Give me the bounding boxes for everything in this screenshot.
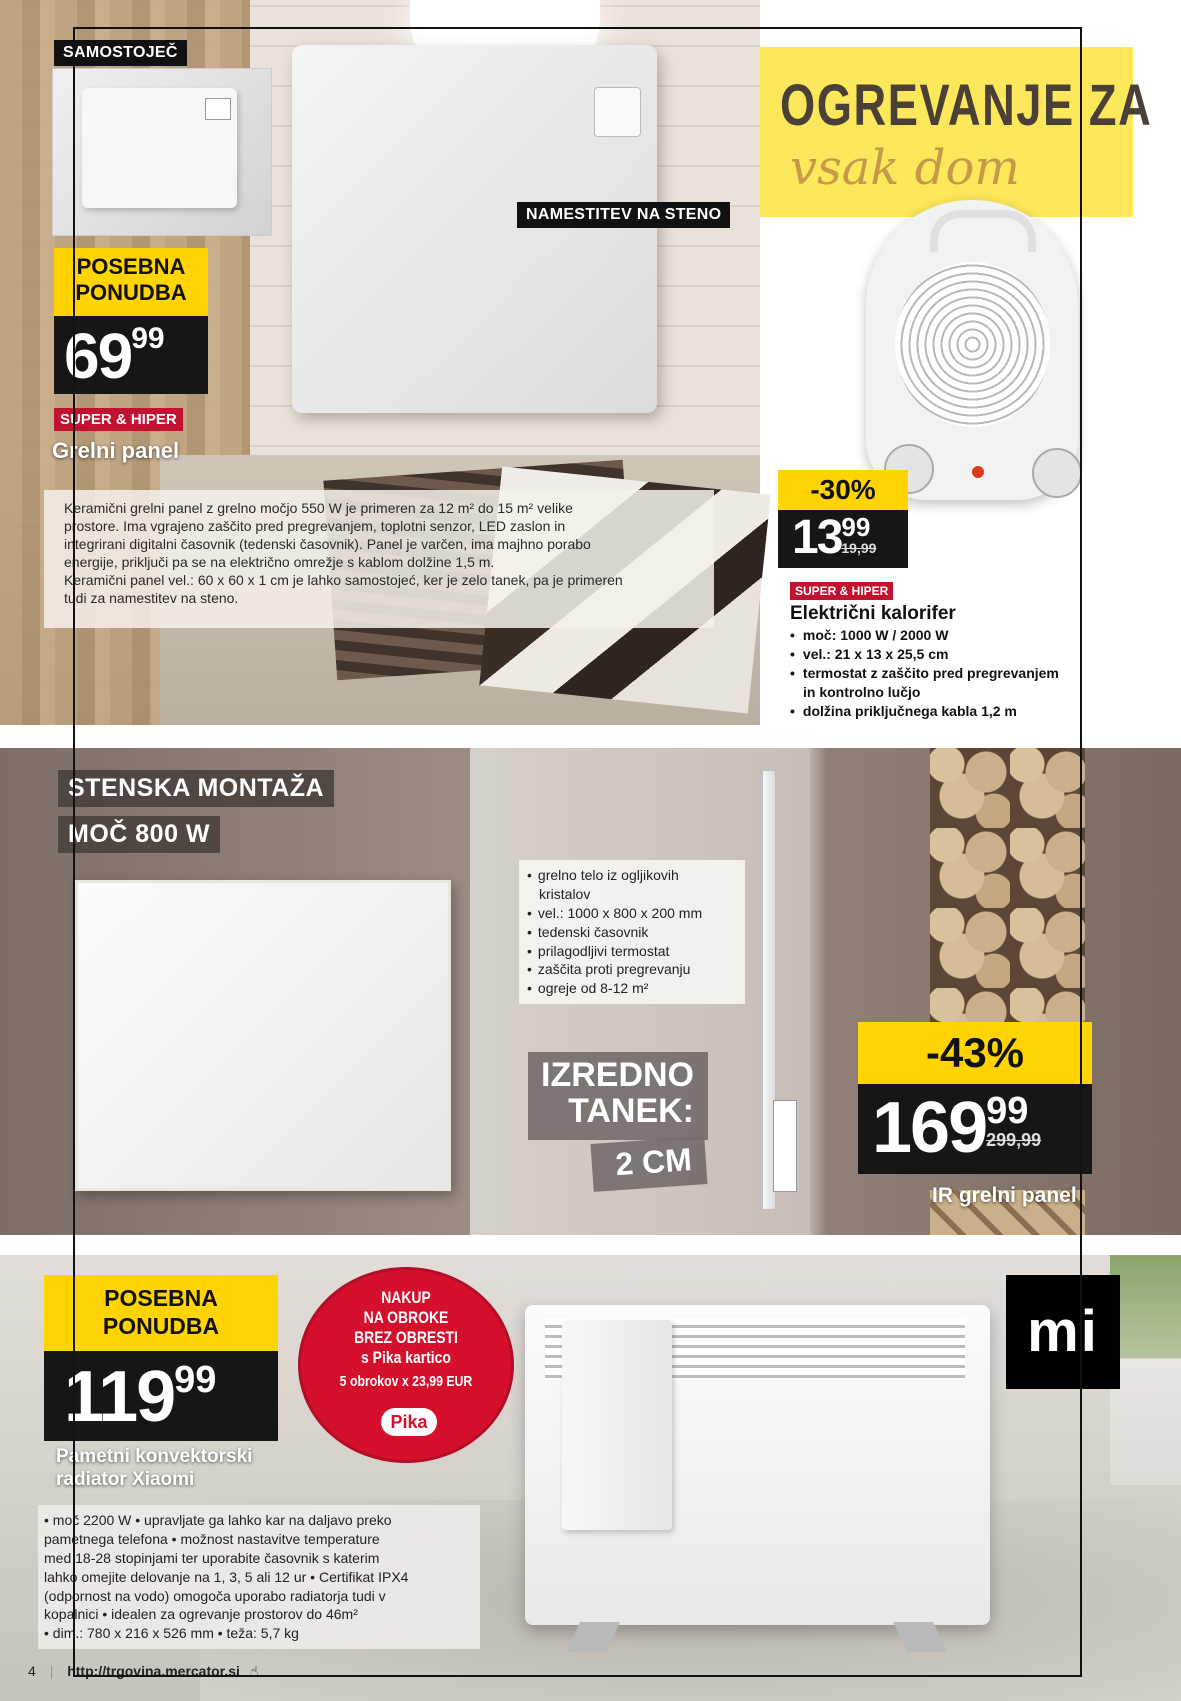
feature-item: • termostat z zaščito pred pregrevanjem (790, 664, 1090, 683)
store-link[interactable]: http://trgovina.mercator.si (67, 1663, 240, 1679)
price-decimals: 99 (131, 322, 165, 355)
description-line: med 18-28 stopinjami ter uporabite časovnik s katerim (44, 1549, 380, 1566)
description-line: prostore. Ima vgrajeno zaščito pred pregrevanjem, toplotni senzor, LED zaslon in (64, 517, 566, 534)
product-name: Električni kalorifer (790, 603, 956, 624)
wall-mount-tag: NAMESTITEV NA STENO (517, 202, 730, 228)
remote-control-icon (773, 1100, 797, 1192)
old-price: 19,99 (841, 540, 877, 556)
ir-heating-panel-image (75, 880, 451, 1191)
special-offer-badge (44, 1275, 278, 1351)
page-footer: 4 | http://trgovina.mercator.si ☝ (28, 1663, 259, 1679)
pika-installments: 5 obrokov x 23,99 EUR (339, 1373, 473, 1390)
feature-item: • moč: 1000 W / 2000 W (790, 626, 1090, 645)
pika-installments-badge (301, 1270, 511, 1460)
product-name-line: radiator Xiaomi (56, 1468, 195, 1490)
price-decimals: 99 (986, 1090, 1029, 1132)
pika-line: BREZ OBRESTI (354, 1328, 458, 1347)
thin-badge (528, 1052, 708, 1140)
pika-line: NA OBROKE (363, 1308, 449, 1327)
page-title: OGREVANJE ZA (780, 73, 1153, 138)
heater-led-icon (972, 466, 984, 478)
thin-badge-size: 2 CM (590, 1136, 707, 1192)
feature-item: kristalov (539, 885, 591, 902)
discount-badge: -30% (778, 470, 908, 510)
price-integer: 119 (64, 1357, 175, 1437)
plant-decor (1110, 1255, 1181, 1485)
product-features (519, 860, 745, 1004)
price-tag (778, 510, 908, 568)
power-tag: MOČ 800 W (58, 816, 220, 853)
price-decimals: 99 (174, 1359, 217, 1401)
page-subtitle: vsak dom (790, 140, 1020, 196)
heater-knob-icon (1032, 448, 1082, 498)
price-tag (54, 316, 208, 394)
feature-item: • ogreje od 8-12 m² (527, 979, 737, 998)
feature-item: • tedenski časovnik (527, 923, 737, 942)
product-name: Grelni panel (52, 438, 180, 463)
product-name (56, 1446, 252, 1492)
description-line: • dim.: 780 x 216 x 526 mm • teža: 5,7 kg (44, 1625, 299, 1642)
product-description (44, 490, 714, 628)
price-integer: 169 (872, 1088, 987, 1168)
description-line: Keramični grelni panel z grelno močjo 550 W je primeren za 12 m² do 15 m² velike (64, 500, 573, 516)
heater-grill (895, 262, 1050, 427)
description-line: • moč 2200 W • upravljate ga lahko kar na daljavo preko (44, 1512, 392, 1528)
feature-item: • dolžina priključnega kabla 1,2 m (790, 702, 1090, 721)
price-integer: 13 (792, 511, 842, 564)
heater-handle (930, 210, 1036, 252)
old-price: 299,99 (986, 1130, 1042, 1150)
special-offer-line1: POSEBNA (76, 254, 186, 279)
special-offer-line1: POSEBNA (104, 1285, 218, 1311)
store-tag: SUPER & HIPER (790, 582, 893, 600)
description-line: lahko omejite delovanje na 1, 3, 5 ali 12 ur • Certifikat IPX4 (44, 1568, 409, 1585)
store-tag: SUPER & HIPER (54, 408, 183, 431)
towel-image (562, 1320, 672, 1530)
price-tag (858, 1084, 1092, 1174)
description-line: Keramični panel vel.: 60 x 60 x 1 cm je lahko samostojeć, ker je zelo tanek, pa je primeren (64, 571, 623, 588)
special-offer-line2: PONUDBA (102, 1312, 220, 1339)
firewood-decor (930, 748, 1085, 1028)
price-integer: 69 (64, 320, 132, 392)
product-features (790, 626, 1090, 720)
page-number: 4 (28, 1663, 36, 1679)
thumbnail-display-icon (205, 98, 231, 120)
product-description (38, 1505, 480, 1649)
description-line: energije, priključi pa se na električno omrežje s kablom dolžine 1,5 m. (64, 553, 495, 570)
pika-line: s Pika kartico (361, 1348, 451, 1367)
feature-item: • grelno telo iz ogljikovih (527, 866, 737, 885)
feature-item: • vel.: 1000 x 800 x 200 mm (527, 904, 737, 923)
pika-logo: Pika (381, 1408, 437, 1436)
description-line: tudi za namestitev na steno. (64, 589, 239, 606)
description-line: kopalnici • idealen za ogrevanje prostorov do 46m² (44, 1606, 358, 1623)
product-name: IR grelni panel (932, 1184, 1077, 1207)
special-offer-badge (54, 248, 208, 316)
thin-badge-line: TANEK: (568, 1091, 694, 1130)
description-line: integrirani digitalni časovnik (tedenski časovnik). Panel je varčen, ima majhno porabo (64, 535, 591, 552)
discount-badge: -43% (858, 1022, 1092, 1084)
special-offer-line2: PONUDBA (75, 280, 187, 306)
hand-pointer-icon: ☝ (249, 1663, 259, 1679)
xiaomi-logo: mi (1006, 1275, 1120, 1389)
feature-item: in kontrolno lučjo (803, 683, 921, 700)
feature-item: • vel.: 21 x 13 x 25,5 cm (790, 645, 1090, 664)
product-name-line: Pametni konvektorski (56, 1446, 253, 1467)
price-tag (44, 1351, 278, 1441)
feature-item: • zaščita proti pregrevanju (527, 960, 737, 979)
description-line: (odpornost na vodo) omogoča uporabo radiatorja tudi v (44, 1587, 386, 1604)
thin-badge-line: IZREDNO (541, 1056, 694, 1094)
standalone-tag: SAMOSTOJEČ (54, 40, 187, 66)
feature-item: • prilagodljivi termostat (527, 942, 737, 961)
description-line: pametnega telefona • možnost nastavitve temperature (44, 1530, 380, 1547)
wall-mount-tag: STENSKA MONTAŽA (58, 770, 334, 807)
price-decimals: 99 (841, 512, 871, 542)
panel-thermostat-display (594, 87, 641, 137)
pika-line: NAKUP (381, 1288, 431, 1307)
